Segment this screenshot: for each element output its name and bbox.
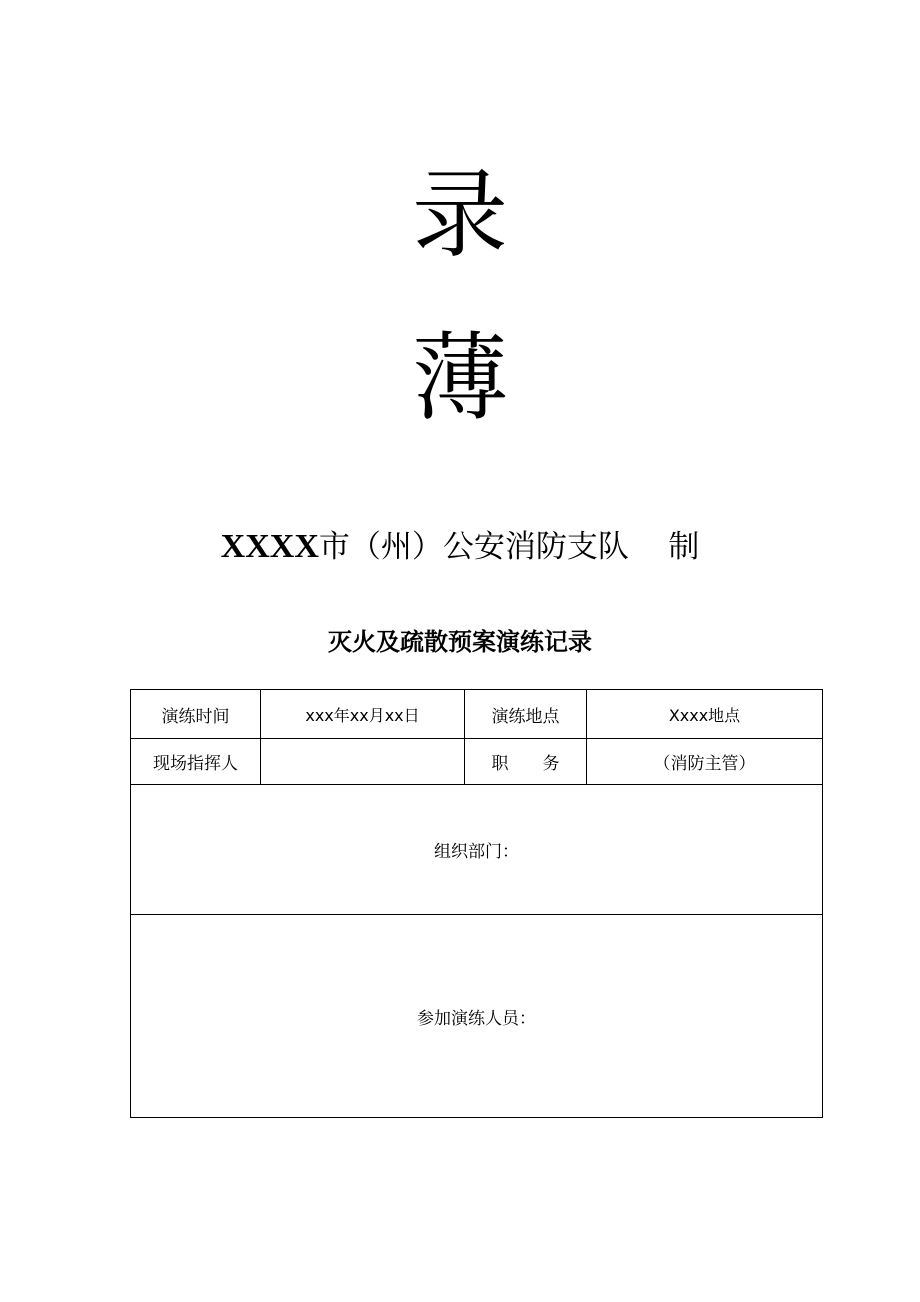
form-title: 灭火及疏散预案演练记录: [328, 628, 592, 656]
table-row: [131, 690, 823, 739]
issuer-suffix: 制: [668, 529, 700, 565]
commander-label: 现场指挥人: [131, 739, 261, 785]
drill-time-value[interactable]: xxx年xx月xx日: [261, 690, 465, 739]
drill-time-label: 演练时间: [131, 690, 261, 739]
issuer-line: [0, 522, 920, 571]
position-value[interactable]: （消防主管）: [587, 739, 823, 785]
org-dept-cell[interactable]: [131, 785, 823, 915]
table-row: [131, 915, 823, 1118]
commander-value[interactable]: [261, 739, 465, 785]
drill-location-value[interactable]: Xxxx地点: [587, 690, 823, 739]
issuer-name-cjk: 市（州）公安消防支队: [318, 529, 629, 565]
cover-title-char-1: 录: [412, 159, 508, 271]
drill-location-label: 演练地点: [465, 690, 587, 739]
issuer-name-latin: XXXX: [220, 528, 319, 565]
position-label: 职 务: [465, 739, 587, 785]
table-row: [131, 785, 823, 915]
org-dept-label: 组织部门：: [434, 842, 519, 862]
participants-label: 参加演练人员：: [417, 1008, 536, 1029]
table-row: [131, 739, 823, 785]
cover-title-char-2: 薄: [412, 322, 508, 434]
drill-record-table: [130, 689, 823, 1118]
participants-cell[interactable]: [131, 915, 823, 1118]
